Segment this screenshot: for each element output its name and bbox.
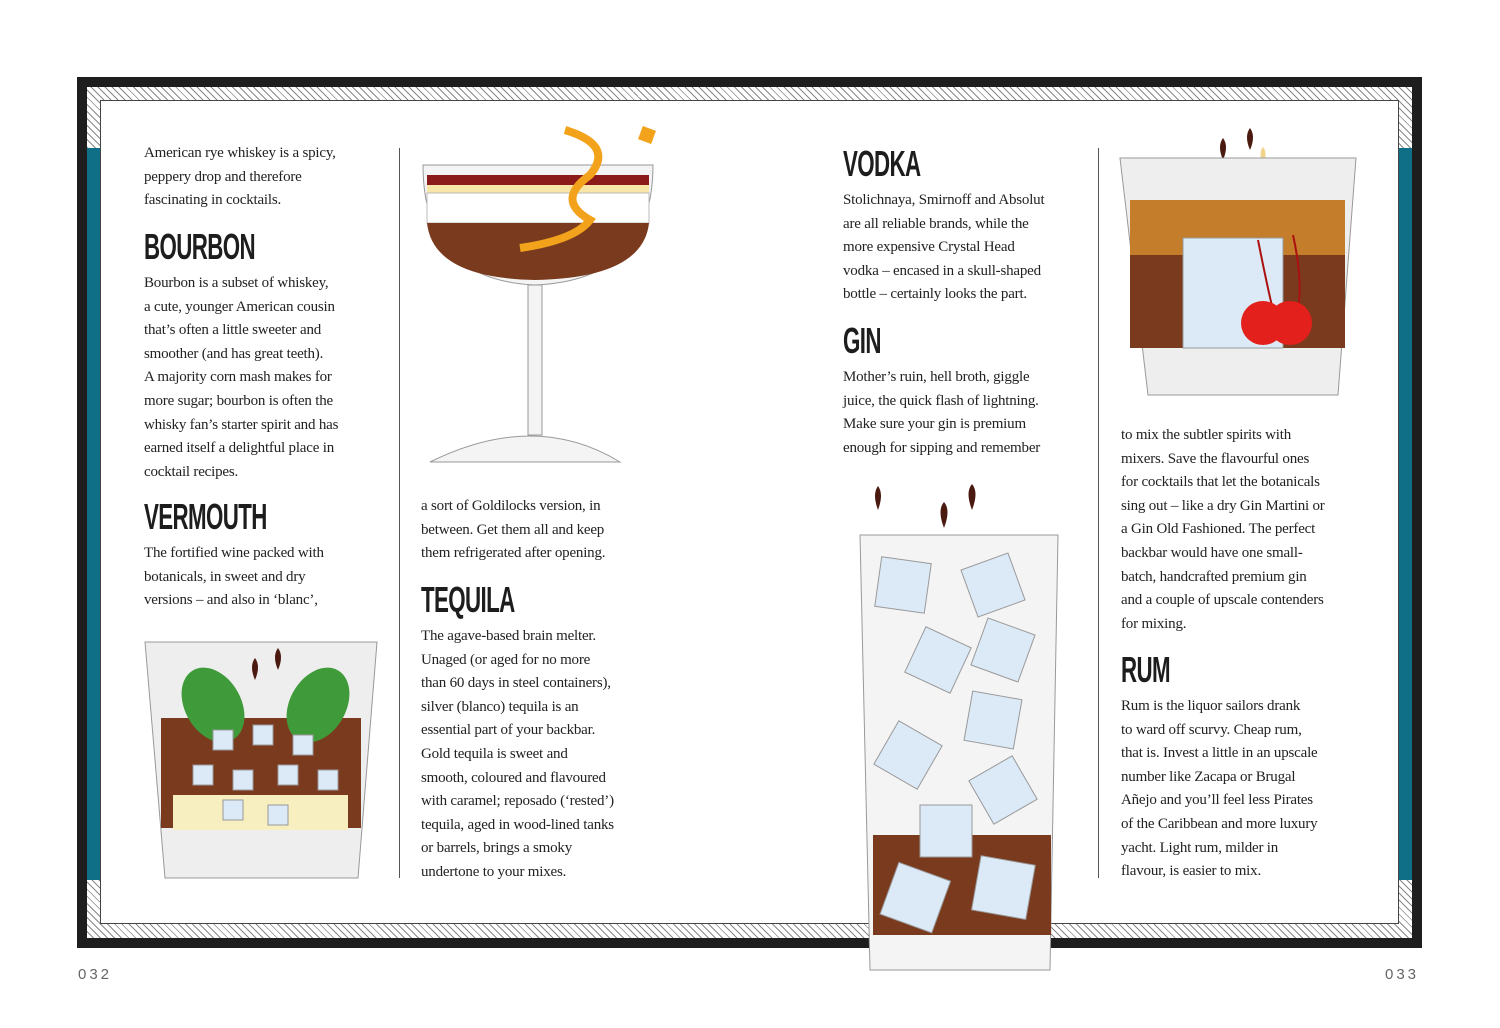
- text-line: vodka – encased in a skull-shaped: [843, 262, 1041, 279]
- text-line: Bourbon is a subset of whiskey,: [144, 275, 329, 291]
- text-line: batch, handcrafted premium gin: [1121, 568, 1307, 585]
- text-line: The fortified wine packed with: [144, 545, 324, 561]
- text-line: than 60 days in steel containers),: [421, 675, 611, 692]
- text-line: Unaged (or aged for no more: [421, 651, 591, 668]
- text-line: sing out – like a dry Gin Martini or: [1121, 497, 1325, 514]
- text-line: that is. Invest a little in an upscale: [1121, 745, 1318, 762]
- text-line: backbar would have one small-: [1121, 544, 1303, 561]
- text-line: to mix the subtler spirits with: [1121, 427, 1292, 443]
- text-line: that’s often a little sweeter and: [144, 322, 322, 339]
- gin-text: [843, 366, 1040, 460]
- text-line: smooth, coloured and flavoured: [421, 769, 606, 786]
- text-line: The agave-based brain melter.: [421, 628, 596, 644]
- text-line: Rum is the liquor sailors drank: [1121, 698, 1301, 714]
- rum-text: [1121, 695, 1318, 884]
- text-line: peppery drop and therefore: [144, 168, 302, 185]
- text-line: Mother’s ruin, hell broth, giggle: [843, 369, 1030, 385]
- text-line: fascinating in cocktails.: [144, 192, 282, 209]
- text-line: Make sure your gin is premium: [843, 416, 1026, 433]
- heading-vodka: VODKA: [843, 143, 921, 184]
- text-line: flavour, is easier to mix.: [1121, 863, 1261, 880]
- highball-glass-illustration: [858, 480, 1063, 975]
- old-fashioned-glass-illustration: [1118, 120, 1358, 400]
- heading-vermouth: VERMOUTH: [144, 496, 267, 537]
- text-line: for mixing.: [1121, 615, 1187, 632]
- text-line: botanicals, in sweet and dry: [144, 568, 306, 585]
- text-line: juice, the quick flash of lightning.: [843, 392, 1039, 409]
- text-line: between. Get them all and keep: [421, 521, 605, 538]
- intro-text: [144, 142, 336, 213]
- text-line: whisky fan’s starter spirit and has: [144, 416, 339, 433]
- text-line: versions – and also in ‘blanc’,: [144, 592, 318, 609]
- vermouth-text-continued: [421, 495, 605, 566]
- gin-text-continued: [1121, 424, 1325, 636]
- text-line: A majority corn mash makes for: [144, 369, 332, 386]
- tequila-text: [421, 625, 614, 885]
- text-line: American rye whiskey is a spicy,: [144, 145, 336, 161]
- text-line: essential part of your backbar.: [421, 722, 596, 739]
- mint-julep-glass-illustration: [143, 640, 381, 880]
- teal-band-right: [1399, 148, 1412, 880]
- text-line: for cocktails that let the botanicals: [1121, 474, 1320, 491]
- text-line: a cute, younger American cousin: [144, 298, 335, 315]
- text-line: undertone to your mixes.: [421, 863, 567, 880]
- text-line: number like Zacapa or Brugal: [1121, 768, 1296, 785]
- heading-tequila: TEQUILA: [421, 579, 515, 620]
- text-line: tequila, aged in wood-lined tanks: [421, 816, 614, 833]
- page-number-right: 033: [1385, 966, 1420, 983]
- page-number-left: 032: [78, 966, 113, 983]
- text-line: earned itself a delightful place in: [144, 440, 334, 457]
- heading-gin: GIN: [843, 320, 881, 361]
- text-line: enough for sipping and remember: [843, 439, 1041, 456]
- text-line: Añejo and you’ll feel less Pirates: [1121, 792, 1313, 809]
- text-line: them refrigerated after opening.: [421, 545, 606, 562]
- text-line: and a couple of upscale contenders: [1121, 592, 1324, 609]
- text-line: smoother (and has great teeth).: [144, 345, 324, 362]
- heading-bourbon: BOURBON: [144, 226, 255, 267]
- text-line: cocktail recipes.: [144, 463, 239, 480]
- vermouth-text: [144, 542, 324, 613]
- text-line: with caramel; reposado (‘rested’): [421, 793, 614, 810]
- teal-band-left: [87, 148, 101, 880]
- text-line: a sort of Goldilocks version, in: [421, 498, 601, 514]
- vodka-text: [843, 189, 1044, 307]
- text-line: more expensive Crystal Head: [843, 239, 1015, 256]
- text-line: or barrels, brings a smoky: [421, 840, 573, 857]
- text-line: Stolichnaya, Smirnoff and Absolut: [843, 192, 1045, 208]
- column-divider: [1098, 148, 1099, 878]
- text-line: more sugar; bourbon is often the: [144, 392, 333, 409]
- text-line: of the Caribbean and more luxury: [1121, 815, 1318, 832]
- text-line: silver (blanco) tequila is an: [421, 698, 579, 715]
- bourbon-text: [144, 272, 338, 484]
- text-line: a Gin Old Fashioned. The perfect: [1121, 521, 1316, 538]
- text-line: mixers. Save the flavourful ones: [1121, 450, 1310, 467]
- column-divider: [399, 148, 400, 878]
- text-line: bottle – certainly looks the part.: [843, 286, 1027, 303]
- text-line: are all reliable brands, while the: [843, 215, 1029, 232]
- coupe-glass-illustration: [415, 120, 665, 470]
- text-line: to ward off scurvy. Cheap rum,: [1121, 721, 1302, 738]
- text-line: Gold tequila is sweet and: [421, 745, 568, 762]
- heading-rum: RUM: [1121, 649, 1170, 690]
- text-line: yacht. Light rum, milder in: [1121, 839, 1279, 856]
